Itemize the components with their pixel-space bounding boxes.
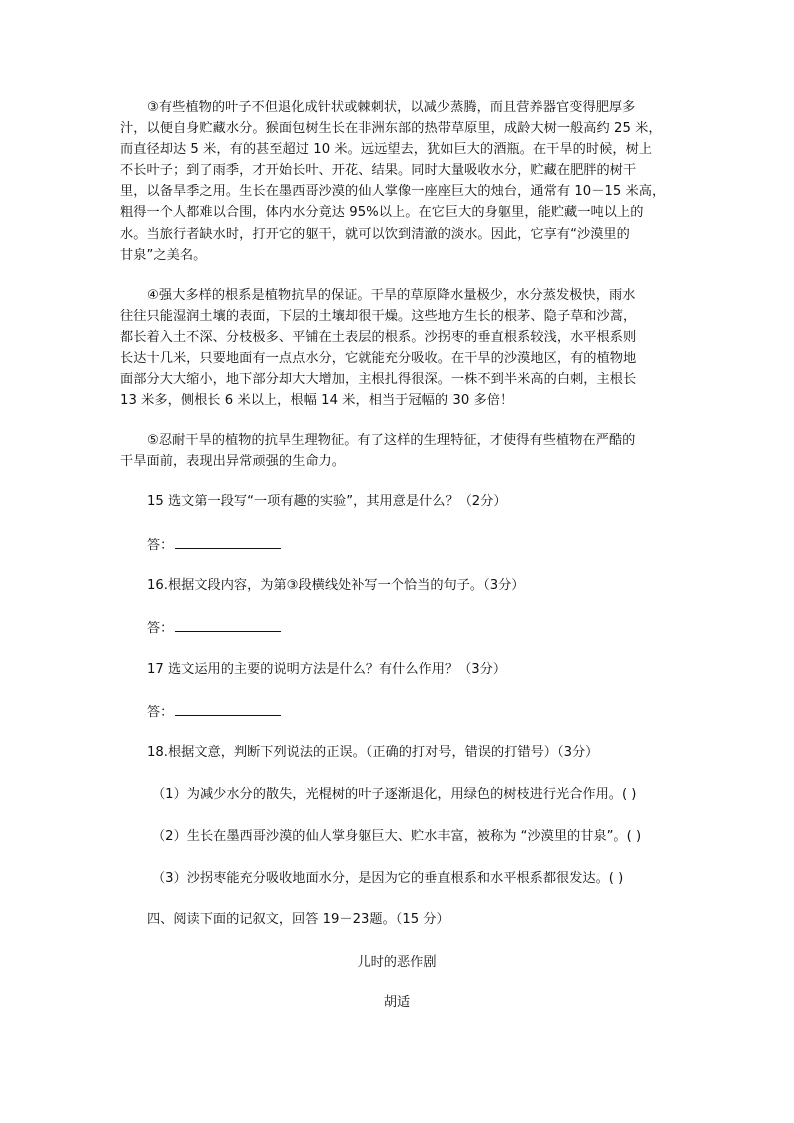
answer-line-17 bbox=[147, 701, 281, 723]
answer-blank[interactable] bbox=[175, 534, 281, 549]
answer-label: 答： bbox=[147, 621, 174, 636]
question-18: 18.根据文意，判断下列说法的正误。（正确的打对号，错误的打错号）（3分） bbox=[147, 745, 599, 760]
paragraph-3-line: 不长叶子；到了雨季，才开始长叶、开花、结果。同时大量吸收水分，贮藏在肥胖的树干 bbox=[120, 163, 637, 179]
paragraph-5-line: ⑤忍耐干旱的植物的抗旱生理物征。有了这样的生理特征，才使得有些植物在严酷的 bbox=[147, 433, 636, 448]
question-16: 16.根据文段内容，为第③段横线处补写一个恰当的句子。（3分） bbox=[147, 578, 525, 593]
question-15: 15 选文第一段写“一项有趣的实验”，其用意是什么？（2分） bbox=[147, 494, 507, 509]
answer-line-15 bbox=[147, 534, 281, 556]
paragraph-4-line: 都长着入土不深、分枝极多、平铺在土表层的根系。沙拐枣的垂直根系较浅，水平根系则 bbox=[120, 330, 637, 346]
paragraph-3-line: 汁，以便自身贮藏水分。猴面包树生长在非洲东部的热带草原里，成龄大树一般高约 25 米， bbox=[120, 121, 662, 137]
answer-line-16 bbox=[147, 617, 281, 639]
paragraph-3-line: 粗得一个人都难以合围，体内水分竟达 95%以上。在它巨大的身躯里，能贮藏一吨以上的 bbox=[120, 205, 644, 221]
answer-label: 答： bbox=[147, 538, 174, 553]
paragraph-3-line: 而直径却达 5 米，有的甚至超过 10 米。远远望去，犹如巨大的酒瓶。在干旱的时候，树上 bbox=[120, 142, 653, 158]
paragraph-4-line: 13 米多，侧根长 6 米以上，根幅 14 米，相当于冠幅的 30 多倍！ bbox=[120, 393, 514, 409]
paragraph-3-line: 甘泉”之美名。 bbox=[120, 247, 207, 263]
paragraph-4-line: ④强大多样的根系是植物抗旱的保证。干旱的草原降水量极少，水分蒸发极快，雨水 bbox=[147, 288, 636, 303]
paragraph-5-line: 干旱面前，表现出异常顽强的生命力。 bbox=[120, 454, 346, 470]
paragraph-3 bbox=[120, 97, 667, 266]
paragraph-4-line: 长达十几米，只要地面有一点点水分，它就能充分吸收。在干旱的沙漠地区，有的植物地 bbox=[120, 351, 637, 367]
paragraph-3-line: 里，以备旱季之用。生长在墨西哥沙漠的仙人掌像一座座巨大的烛台，通常有 10－15 米高， bbox=[120, 184, 666, 200]
story-title: 儿时的恶作剧 bbox=[357, 955, 437, 970]
paragraph-4 bbox=[120, 285, 667, 412]
paragraph-3-line: 水。当旅行者缺水时，打开它的躯干，就可以饮到清澈的淡水。因此，它享有“沙漠里的 bbox=[120, 226, 630, 242]
answer-label: 答： bbox=[147, 705, 174, 720]
option-2: （2）生长在墨西哥沙漠的仙人掌身躯巨大、贮水丰富，被称为 “沙漠里的甘泉”。( ) bbox=[152, 829, 642, 844]
section-4-heading: 四、阅读下面的记叙文，回答 19－23题。（15 分） bbox=[147, 912, 450, 927]
answer-blank[interactable] bbox=[175, 617, 281, 632]
story-author: 胡适 bbox=[383, 995, 411, 1010]
answer-blank[interactable] bbox=[175, 701, 281, 716]
option-3: （3）沙拐枣能充分吸收地面水分，是因为它的垂直根系和水平根系都很发达。( ) bbox=[152, 871, 624, 886]
question-17: 17 选文运用的主要的说明方法是什么？有什么作用？（3分） bbox=[147, 662, 507, 677]
paragraph-5 bbox=[120, 430, 667, 472]
paragraph-4-line: 面部分大大缩小，地下部分却大大增加，主根扎得很深。一株不到半米高的白刺，主根长 bbox=[120, 372, 637, 388]
paragraph-3-line: ③有些植物的叶子不但退化成针状或棘刺状，以减少蒸腾，而且营养器官变得肥厚多 bbox=[147, 100, 636, 115]
paragraph-4-line: 往往只能湿润土壤的表面，下层的土壤却很干燥。这些地方生长的根茅、隐子草和沙蒿， bbox=[120, 309, 637, 325]
option-1: （1）为减少水分的散失，光棍树的叶子逐渐退化，用绿色的树枝进行光合作用。( ) bbox=[152, 787, 637, 802]
